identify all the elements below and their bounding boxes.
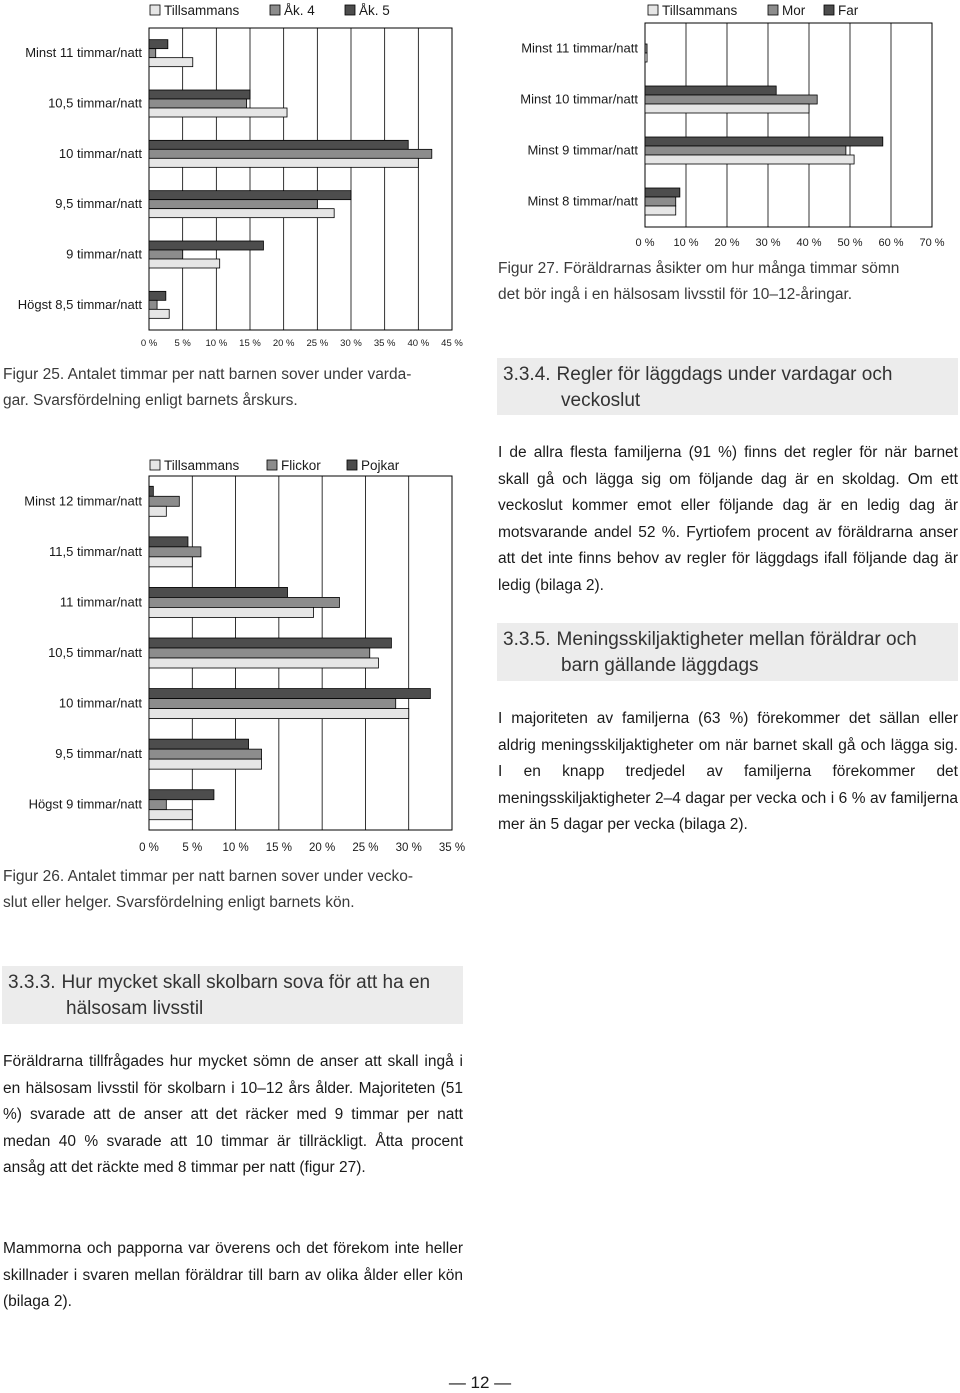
bar xyxy=(149,790,214,800)
plot-area xyxy=(645,23,932,227)
figure-26-caption-line2: slut eller helger. Svarsfördelning enligt barnets kön. xyxy=(3,894,355,911)
figure-25-caption-line1: Figur 25. Antalet timmar per natt barnen sover under varda- xyxy=(3,366,412,383)
bar xyxy=(149,699,396,709)
bar xyxy=(149,689,430,699)
x-tick-label: 20 % xyxy=(714,237,740,249)
bar xyxy=(149,496,179,506)
legend-swatch xyxy=(150,5,160,15)
section-title: Meningsskiljaktigheter mellan föräldrar och xyxy=(556,629,917,650)
section-heading-3-3-3 xyxy=(2,966,463,1024)
bar xyxy=(645,137,883,146)
bar xyxy=(149,486,153,496)
legend-label: Åk. 4 xyxy=(284,3,315,18)
legend-swatch xyxy=(267,460,277,470)
bar xyxy=(149,638,391,648)
x-tick-label: 70 % xyxy=(919,237,945,249)
legend-swatch xyxy=(345,5,355,15)
x-tick-label: 40 % xyxy=(796,237,822,249)
figure-27-caption xyxy=(498,256,958,308)
bar xyxy=(149,250,183,259)
x-tick-label: 40 % xyxy=(407,338,430,349)
figure-26-caption-line1: Figur 26. Antalet timmar per natt barnen sover under vecko- xyxy=(3,868,414,885)
legend-label: Pojkar xyxy=(361,458,400,473)
bar xyxy=(149,810,192,820)
bar xyxy=(149,99,247,108)
bar xyxy=(149,90,250,99)
section-title: Hur mycket skall skolbarn sova för att ha en xyxy=(61,972,431,993)
section-title-cont: barn gällande läggdags xyxy=(561,655,759,676)
category-label: Minst 9 timmar/natt xyxy=(527,142,638,158)
category-label: 10,5 timmar/natt xyxy=(48,645,142,660)
x-tick-label: 30 % xyxy=(755,237,781,249)
section-number: 3.3.3. xyxy=(8,972,56,993)
bar xyxy=(149,800,166,810)
bar xyxy=(149,291,166,300)
bar xyxy=(149,40,168,49)
legend-swatch xyxy=(150,460,160,470)
x-tick-label: 0 % xyxy=(140,338,158,349)
bar xyxy=(645,86,776,95)
bar xyxy=(149,140,408,149)
bar xyxy=(645,104,809,113)
x-tick-label: 50 % xyxy=(837,237,863,249)
figure-25-chart xyxy=(0,0,470,360)
paragraph-3-3-3-a: Föräldrarna tillfrågades hur mycket sömn de anser att skall ingå i en hälsosam livsstil för skolbarn i 10–12 års ålder. Majoriteten (51 %) svarade att de anser att det räcker med 9 timmar per natt medan 40 % svarade att 10 timmar är tillräckligt. Åtta procent ansåg att det räckte med 8 timmar per natt (figur 27). xyxy=(3,1053,463,1177)
x-tick-label: 60 % xyxy=(878,237,904,249)
figure-25-caption-line2: gar. Svarsfördelning enligt barnets årskurs. xyxy=(3,392,298,409)
category-label: 9,5 timmar/natt xyxy=(55,196,142,212)
legend-swatch xyxy=(824,5,834,15)
x-tick-label: 15 % xyxy=(239,338,261,349)
bar xyxy=(149,241,263,250)
bar xyxy=(149,597,339,607)
legend-label: Åk. 5 xyxy=(359,3,390,18)
bar xyxy=(149,749,262,759)
bar xyxy=(149,709,409,719)
section-heading-3-3-4 xyxy=(497,358,958,415)
bar xyxy=(149,658,378,668)
bar xyxy=(645,95,817,104)
bar xyxy=(149,300,157,309)
category-label: 10,5 timmar/natt xyxy=(48,95,142,111)
bar xyxy=(645,188,680,197)
bar xyxy=(149,108,287,117)
category-label: 10 timmar/natt xyxy=(58,145,142,161)
legend-label: Mor xyxy=(782,3,806,18)
x-tick-label: 20 % xyxy=(309,842,336,854)
bar xyxy=(645,155,854,164)
x-tick-label: 30 % xyxy=(340,338,362,349)
category-label: Minst 12 timmar/natt xyxy=(24,493,142,509)
section-title-cont: hälsosam livsstil xyxy=(66,998,204,1019)
bar xyxy=(645,197,676,206)
section-title-cont: veckoslut xyxy=(561,390,641,411)
section-heading-3-3-5 xyxy=(497,623,958,681)
section-number: 3.3.4. xyxy=(503,364,551,385)
x-tick-label: 20 % xyxy=(272,338,295,349)
bar xyxy=(645,146,846,155)
category-label: Högst 9 timmar/natt xyxy=(28,796,142,812)
legend-swatch xyxy=(270,5,280,15)
figure-26-chart xyxy=(0,446,470,866)
legend-swatch xyxy=(648,5,658,15)
category-label: 9,5 timmar/natt xyxy=(55,746,142,762)
x-tick-label: 15 % xyxy=(265,842,292,854)
bar xyxy=(645,44,647,53)
x-tick-label: 45 % xyxy=(441,338,463,349)
x-tick-label: 10 % xyxy=(205,338,228,349)
bar xyxy=(149,209,334,218)
figure-25-caption xyxy=(3,362,453,414)
category-label: 10 timmar/natt xyxy=(58,695,142,711)
bar xyxy=(149,49,156,58)
bar xyxy=(149,259,220,268)
category-label: 11,5 timmar/natt xyxy=(49,543,142,559)
section-title: Regler för läggdags under vardagar och xyxy=(556,364,893,385)
category-label: Minst 11 timmar/natt xyxy=(25,45,142,61)
category-label: Högst 8,5 timmar/natt xyxy=(17,296,142,312)
bar xyxy=(149,506,166,516)
legend-label: Tillsammans xyxy=(662,3,738,18)
bar xyxy=(149,537,188,547)
legend-label: Tillsammans xyxy=(164,3,240,18)
bar xyxy=(149,648,370,658)
x-tick-label: 35 % xyxy=(373,338,396,349)
section-number: 3.3.5. xyxy=(503,629,551,650)
bar xyxy=(149,739,249,749)
legend-label: Tillsammans xyxy=(164,458,240,473)
bar xyxy=(149,607,313,617)
bar xyxy=(149,58,193,67)
plot-area xyxy=(149,28,452,330)
bar xyxy=(149,158,418,167)
x-tick-label: 5 % xyxy=(182,842,203,854)
figure-26-caption xyxy=(3,864,453,916)
x-tick-label: 35 % xyxy=(438,842,466,854)
x-tick-label: 25 % xyxy=(306,338,329,349)
paragraph-3-3-5: I majoriteten av familjerna (63 %) förekommer det sällan eller aldrig meningsskiljaktigheter om när barnet skall gå och lägga sig. I en knapp tredjedel av familjerna förekommer det meningsskiljaktigheter 2–4 dagar per vecka och i 6 % av familjerna mer än 5 dagar per vecka (bilaga 2). xyxy=(498,710,958,834)
x-tick-label: 0 % xyxy=(635,237,655,249)
legend-label: Far xyxy=(838,3,859,18)
bar xyxy=(149,557,192,567)
x-tick-label: 10 % xyxy=(673,237,699,249)
bar xyxy=(149,759,262,769)
figure-27-caption-line1: Figur 27. Föräldrarnas åsikter om hur många timmar sömn xyxy=(498,260,900,277)
bar xyxy=(149,149,432,158)
legend-swatch xyxy=(768,5,778,15)
x-tick-label: 0 % xyxy=(139,842,159,854)
category-label: 11 timmar/natt xyxy=(59,594,142,610)
bar xyxy=(149,200,317,209)
category-label: Minst 10 timmar/natt xyxy=(520,91,638,107)
paragraph-3-3-3-b: Mammorna och papporna var överens och det förekom inte heller skillnader i svaren mellan föräldrar till barn av olika ålder eller kön (bilaga 2). xyxy=(3,1240,463,1311)
bar xyxy=(645,206,676,215)
x-tick-label: 5 % xyxy=(174,338,191,349)
bar xyxy=(149,309,169,318)
legend-swatch xyxy=(347,460,357,470)
x-tick-label: 30 % xyxy=(395,842,422,854)
bar xyxy=(645,53,647,62)
page-number: — 12 — xyxy=(448,1373,512,1392)
category-label: 9 timmar/natt xyxy=(66,246,142,262)
category-label: Minst 11 timmar/natt xyxy=(521,40,638,56)
x-tick-label: 10 % xyxy=(222,842,249,854)
paragraph-3-3-4: I de allra flesta familjerna (91 %) finns det regler för när barnet skall gå och lägga sig om följande dag är en skoldag. Om ett veckoslut kommer emot eller följande dag är en ledig dag är motsvarande andel 52 %. Fyrtiofem procent av föräldrarna anser att det inte finns behov av regler för läggdags ifall följande dag är ledig (bilaga 2). xyxy=(498,444,958,594)
bar xyxy=(149,547,201,557)
category-label: Minst 8 timmar/natt xyxy=(527,193,638,209)
bar xyxy=(149,587,288,597)
x-tick-label: 25 % xyxy=(352,842,379,854)
bar xyxy=(149,191,351,200)
legend-label: Flickor xyxy=(281,458,321,473)
figure-27-caption-line2: det bör ingå i en hälsosam livsstil för 10–12-åringar. xyxy=(498,286,853,303)
figure-27-chart xyxy=(490,0,960,250)
